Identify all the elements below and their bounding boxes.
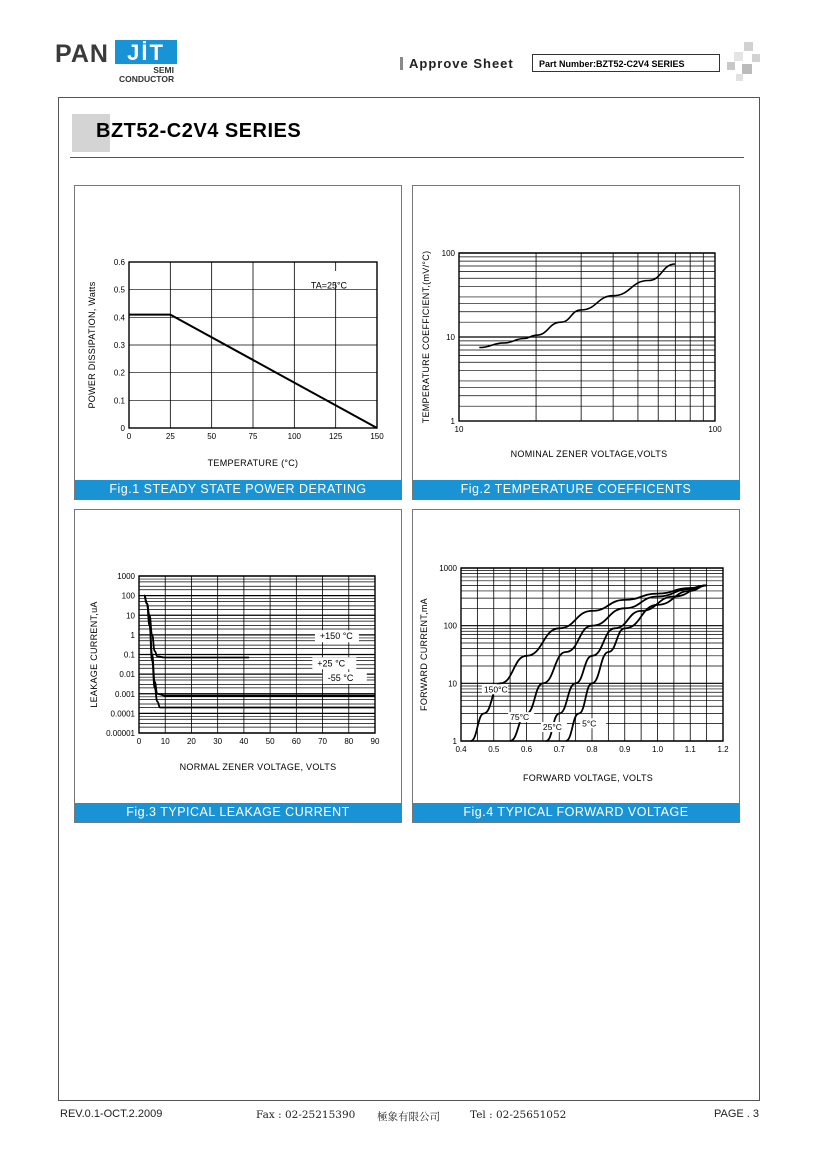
y-axis-label: POWER DISSIPATION, Watts bbox=[87, 281, 97, 409]
fig1-panel bbox=[74, 185, 402, 500]
logo-subtitle bbox=[119, 66, 174, 84]
y-tick-label: 0.4 bbox=[113, 313, 125, 323]
revision-text: REV.0.1-OCT.2.2009 bbox=[60, 1108, 163, 1120]
series-line-0 bbox=[479, 264, 675, 348]
y-tick-label: 0.00001 bbox=[106, 729, 135, 738]
ta-annotation: TA=25°C bbox=[310, 280, 348, 291]
fig3-chart bbox=[75, 510, 401, 803]
y-tick-label: 1000 bbox=[117, 572, 135, 581]
x-axis-label: TEMPERATURE (°C) bbox=[207, 458, 299, 468]
x-tick-label: 0.7 bbox=[553, 745, 565, 754]
x-tick-label: 70 bbox=[318, 737, 328, 746]
x-tick-label: 100 bbox=[708, 425, 722, 434]
x-axis-label: FORWARD VOLTAGE, VOLTS bbox=[522, 773, 654, 783]
y-axis-label: FORWARD CURRENT,mA bbox=[419, 598, 429, 711]
y-tick-label: 0.5 bbox=[113, 285, 125, 295]
logo-jit-text: JİT bbox=[115, 40, 177, 64]
logo-semi: SEMI bbox=[153, 65, 174, 75]
y-tick-label: 100 bbox=[121, 591, 135, 601]
x-tick-label: 60 bbox=[291, 737, 301, 746]
fig4-caption: Fig.4 TYPICAL FORWARD VOLTAGE bbox=[413, 803, 739, 822]
y-tick-label: 1 bbox=[452, 737, 457, 746]
x-tick-label: 50 bbox=[265, 737, 275, 746]
x-tick-label: 20 bbox=[186, 737, 196, 746]
y-axis-label: TEMPERATURE COEFFICIENT,(mV/°C) bbox=[421, 250, 431, 424]
fig4-chart bbox=[413, 510, 739, 803]
series-line-2 bbox=[144, 596, 375, 708]
x-tick-label: 125 bbox=[328, 432, 343, 441]
x-tick-label: 0 bbox=[126, 432, 132, 441]
series-label: +150 °C bbox=[319, 631, 353, 642]
title-divider bbox=[70, 157, 744, 158]
logo-conductor: CONDUCTOR bbox=[119, 74, 175, 84]
fax-text: Fax : 02-25215390 bbox=[256, 1109, 356, 1121]
x-tick-label: 90 bbox=[370, 737, 380, 746]
x-tick-label: 0 bbox=[136, 737, 142, 746]
x-tick-label: 50 bbox=[207, 432, 217, 441]
series-label: 25°C bbox=[542, 722, 562, 733]
y-tick-label: 1 bbox=[450, 417, 455, 426]
x-tick-label: 75 bbox=[248, 432, 258, 441]
x-tick-label: 1.1 bbox=[684, 745, 696, 754]
fig2-chart bbox=[413, 186, 739, 480]
fig2-caption: Fig.2 TEMPERATURE COEFFICENTS bbox=[413, 480, 739, 499]
approve-text: Approve Sheet bbox=[409, 56, 514, 71]
y-tick-label: 0 bbox=[120, 424, 125, 433]
page-title: BZT52-C2V4 SERIES bbox=[96, 120, 302, 142]
x-tick-label: 100 bbox=[287, 432, 302, 441]
series-label: 75°C bbox=[510, 712, 530, 723]
x-tick-label: 0.4 bbox=[455, 745, 467, 754]
y-tick-label: 0.3 bbox=[113, 341, 125, 350]
x-tick-label: 0.5 bbox=[488, 745, 500, 754]
y-tick-label: 0.0001 bbox=[110, 709, 135, 719]
tel-text: Tel : 02-25651052 bbox=[470, 1109, 567, 1121]
x-axis-label: NOMINAL ZENER VOLTAGE,VOLTS bbox=[510, 449, 668, 459]
series-label: 150°C bbox=[483, 684, 508, 695]
y-axis-label: LEAKAGE CURRENT,uA bbox=[89, 601, 99, 708]
x-tick-label: 1.0 bbox=[651, 745, 664, 754]
x-tick-label: 30 bbox=[213, 737, 223, 746]
fig3-panel bbox=[74, 509, 402, 823]
company-name: 極象有限公司 bbox=[377, 1111, 440, 1123]
fig2-panel bbox=[412, 185, 740, 500]
y-tick-label: 1 bbox=[130, 630, 135, 640]
y-tick-label: 10 bbox=[126, 611, 135, 621]
x-tick-label: 80 bbox=[344, 737, 354, 746]
x-tick-label: 0.8 bbox=[586, 745, 598, 754]
y-tick-label: 100 bbox=[443, 621, 457, 631]
part-number-box: Part Number:BZT52-C2V4 SERIES bbox=[532, 54, 720, 72]
x-tick-label: 1.2 bbox=[717, 745, 729, 754]
y-tick-label: 0.1 bbox=[123, 650, 135, 660]
series-label: +25 °C bbox=[317, 658, 346, 669]
x-tick-label: 0.6 bbox=[520, 745, 533, 754]
x-tick-label: 0.9 bbox=[619, 745, 631, 754]
y-tick-label: 10 bbox=[446, 333, 455, 342]
y-tick-label: 0.2 bbox=[113, 368, 125, 378]
fig4-panel bbox=[412, 509, 740, 823]
fig1-chart bbox=[75, 186, 401, 480]
series-label: 5°C bbox=[582, 718, 597, 729]
y-tick-label: 100 bbox=[441, 249, 455, 258]
y-tick-label: 0.6 bbox=[113, 258, 125, 267]
x-tick-label: 150 bbox=[370, 432, 384, 441]
y-tick-label: 0.01 bbox=[119, 670, 135, 680]
series-label: -55 °C bbox=[327, 672, 354, 683]
logo-pan-text: PAN bbox=[55, 40, 109, 68]
fig3-caption: Fig.3 TYPICAL LEAKAGE CURRENT bbox=[75, 803, 401, 822]
x-tick-label: 10 bbox=[454, 425, 464, 434]
y-tick-label: 0.001 bbox=[114, 689, 135, 699]
page-number: PAGE . 3 bbox=[714, 1108, 760, 1120]
fig1-caption: Fig.1 STEADY STATE POWER DERATING bbox=[75, 480, 401, 499]
approve-sheet-label bbox=[400, 56, 514, 71]
x-tick-label: 40 bbox=[239, 737, 249, 746]
y-tick-label: 0.1 bbox=[113, 396, 125, 406]
company-logo bbox=[55, 38, 185, 88]
x-tick-label: 10 bbox=[160, 737, 170, 746]
y-tick-label: 1000 bbox=[439, 564, 457, 573]
x-axis-label: NORMAL ZENER VOLTAGE, VOLTS bbox=[179, 762, 337, 772]
x-tick-label: 25 bbox=[165, 432, 175, 441]
y-tick-label: 10 bbox=[448, 679, 457, 689]
series-line-0 bbox=[144, 596, 249, 658]
